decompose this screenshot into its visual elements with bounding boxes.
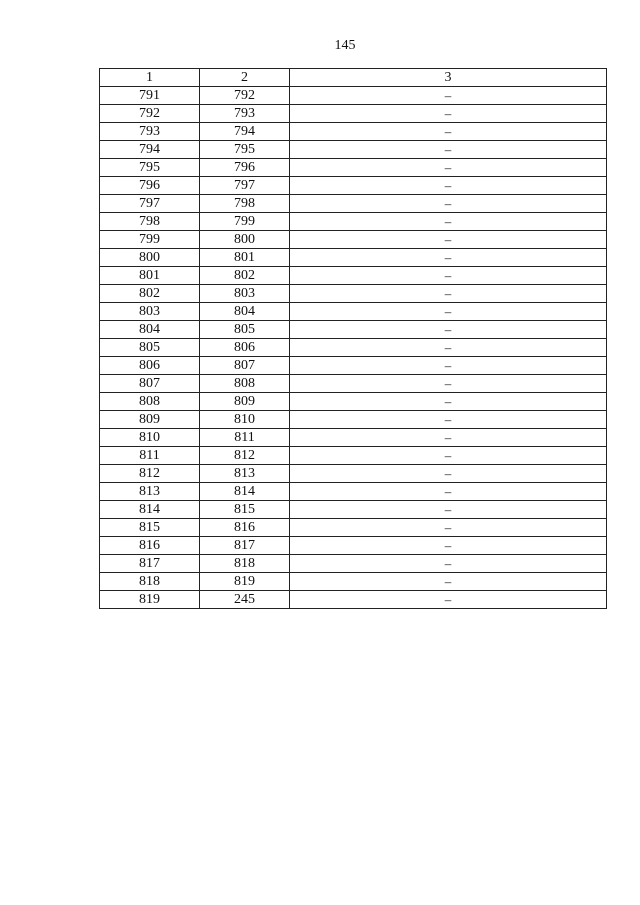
table-cell-col-3: – xyxy=(290,321,607,339)
table-cell-col-1: 807 xyxy=(100,375,200,393)
table-cell-col-3: – xyxy=(290,105,607,123)
table-cell-col-1: 809 xyxy=(100,411,200,429)
table-cell-col-2: 796 xyxy=(200,159,290,177)
table-cell-col-1: 793 xyxy=(100,123,200,141)
table-cell-col-2: 792 xyxy=(200,87,290,105)
table-cell-col-3: – xyxy=(290,555,607,573)
data-table xyxy=(99,68,607,609)
table-row xyxy=(100,123,607,141)
table-cell-col-2: 804 xyxy=(200,303,290,321)
table-row xyxy=(100,411,607,429)
table-cell-col-1: 800 xyxy=(100,249,200,267)
table-cell-col-1: 801 xyxy=(100,267,200,285)
table-cell-col-2: 793 xyxy=(200,105,290,123)
table-cell-col-1: 803 xyxy=(100,303,200,321)
table-cell-col-3: – xyxy=(290,465,607,483)
column-header-2: 2 xyxy=(200,69,290,87)
table-cell-col-1: 812 xyxy=(100,465,200,483)
table-row xyxy=(100,285,607,303)
table-row xyxy=(100,501,607,519)
table-cell-col-1: 802 xyxy=(100,285,200,303)
table-cell-col-2: 815 xyxy=(200,501,290,519)
table-cell-col-3: – xyxy=(290,339,607,357)
table-cell-col-3: – xyxy=(290,501,607,519)
table-cell-col-1: 791 xyxy=(100,87,200,105)
table-cell-col-3: – xyxy=(290,303,607,321)
table-row xyxy=(100,195,607,213)
table-cell-col-3: – xyxy=(290,123,607,141)
table-row xyxy=(100,357,607,375)
table-cell-col-3: – xyxy=(290,87,607,105)
table-cell-col-3: – xyxy=(290,159,607,177)
table-cell-col-1: 798 xyxy=(100,213,200,231)
table-cell-col-2: 817 xyxy=(200,537,290,555)
table-cell-col-1: 808 xyxy=(100,393,200,411)
table-cell-col-1: 797 xyxy=(100,195,200,213)
table-cell-col-2: 805 xyxy=(200,321,290,339)
table-cell-col-1: 792 xyxy=(100,105,200,123)
table-cell-col-1: 818 xyxy=(100,573,200,591)
table-cell-col-2: 813 xyxy=(200,465,290,483)
table-cell-col-3: – xyxy=(290,249,607,267)
table-row xyxy=(100,519,607,537)
table-row xyxy=(100,483,607,501)
table-cell-col-2: 794 xyxy=(200,123,290,141)
table-row xyxy=(100,537,607,555)
table-cell-col-2: 245 xyxy=(200,591,290,609)
table-cell-col-2: 806 xyxy=(200,339,290,357)
table-row xyxy=(100,303,607,321)
table-body xyxy=(100,87,607,609)
table-cell-col-3: – xyxy=(290,447,607,465)
table-cell-col-1: 795 xyxy=(100,159,200,177)
table-header xyxy=(100,69,607,87)
table-cell-col-1: 810 xyxy=(100,429,200,447)
table-cell-col-1: 796 xyxy=(100,177,200,195)
table-cell-col-2: 799 xyxy=(200,213,290,231)
table-cell-col-1: 815 xyxy=(100,519,200,537)
table-cell-col-3: – xyxy=(290,429,607,447)
table-cell-col-1: 813 xyxy=(100,483,200,501)
table-row xyxy=(100,249,607,267)
table-row xyxy=(100,87,607,105)
table-cell-col-3: – xyxy=(290,537,607,555)
table-row xyxy=(100,447,607,465)
table-cell-col-3: – xyxy=(290,519,607,537)
table-row xyxy=(100,141,607,159)
table-cell-col-1: 794 xyxy=(100,141,200,159)
table-cell-col-2: 801 xyxy=(200,249,290,267)
table-row xyxy=(100,321,607,339)
table-cell-col-3: – xyxy=(290,177,607,195)
table-cell-col-2: 818 xyxy=(200,555,290,573)
table-row xyxy=(100,267,607,285)
table-cell-col-1: 816 xyxy=(100,537,200,555)
table-cell-col-1: 814 xyxy=(100,501,200,519)
table-row xyxy=(100,231,607,249)
table-cell-col-2: 814 xyxy=(200,483,290,501)
table-cell-col-1: 819 xyxy=(100,591,200,609)
table-row xyxy=(100,465,607,483)
table-row xyxy=(100,213,607,231)
page-number: 145 xyxy=(334,38,356,53)
table-cell-col-3: – xyxy=(290,573,607,591)
table-cell-col-2: 800 xyxy=(200,231,290,249)
table-row xyxy=(100,339,607,357)
table-cell-col-2: 808 xyxy=(200,375,290,393)
table-row xyxy=(100,591,607,609)
column-header-3: 3 xyxy=(290,69,607,87)
table-row xyxy=(100,573,607,591)
table-cell-col-3: – xyxy=(290,195,607,213)
table-row xyxy=(100,393,607,411)
table-cell-col-3: – xyxy=(290,411,607,429)
table-cell-col-3: – xyxy=(290,591,607,609)
table-cell-col-2: 812 xyxy=(200,447,290,465)
table-cell-col-2: 811 xyxy=(200,429,290,447)
table-cell-col-3: – xyxy=(290,393,607,411)
table-cell-col-3: – xyxy=(290,357,607,375)
table-cell-col-2: 809 xyxy=(200,393,290,411)
table-row xyxy=(100,105,607,123)
table-cell-col-2: 819 xyxy=(200,573,290,591)
table-cell-col-2: 807 xyxy=(200,357,290,375)
table-cell-col-2: 798 xyxy=(200,195,290,213)
table-cell-col-3: – xyxy=(290,231,607,249)
table-row xyxy=(100,159,607,177)
table-cell-col-2: 797 xyxy=(200,177,290,195)
table-row xyxy=(100,375,607,393)
table-cell-col-2: 810 xyxy=(200,411,290,429)
table-cell-col-3: – xyxy=(290,483,607,501)
table-cell-col-1: 806 xyxy=(100,357,200,375)
table-cell-col-1: 811 xyxy=(100,447,200,465)
table-cell-col-1: 804 xyxy=(100,321,200,339)
table-cell-col-1: 805 xyxy=(100,339,200,357)
table-cell-col-3: – xyxy=(290,267,607,285)
table-cell-col-1: 817 xyxy=(100,555,200,573)
table-header-row xyxy=(100,69,607,87)
table-cell-col-2: 803 xyxy=(200,285,290,303)
table-row xyxy=(100,177,607,195)
table-cell-col-3: – xyxy=(290,285,607,303)
table-cell-col-1: 799 xyxy=(100,231,200,249)
table-cell-col-2: 802 xyxy=(200,267,290,285)
table-cell-col-3: – xyxy=(290,213,607,231)
table-cell-col-3: – xyxy=(290,141,607,159)
column-header-1: 1 xyxy=(100,69,200,87)
table-row xyxy=(100,429,607,447)
table-cell-col-2: 816 xyxy=(200,519,290,537)
table-cell-col-3: – xyxy=(290,375,607,393)
table-row xyxy=(100,555,607,573)
table-cell-col-2: 795 xyxy=(200,141,290,159)
